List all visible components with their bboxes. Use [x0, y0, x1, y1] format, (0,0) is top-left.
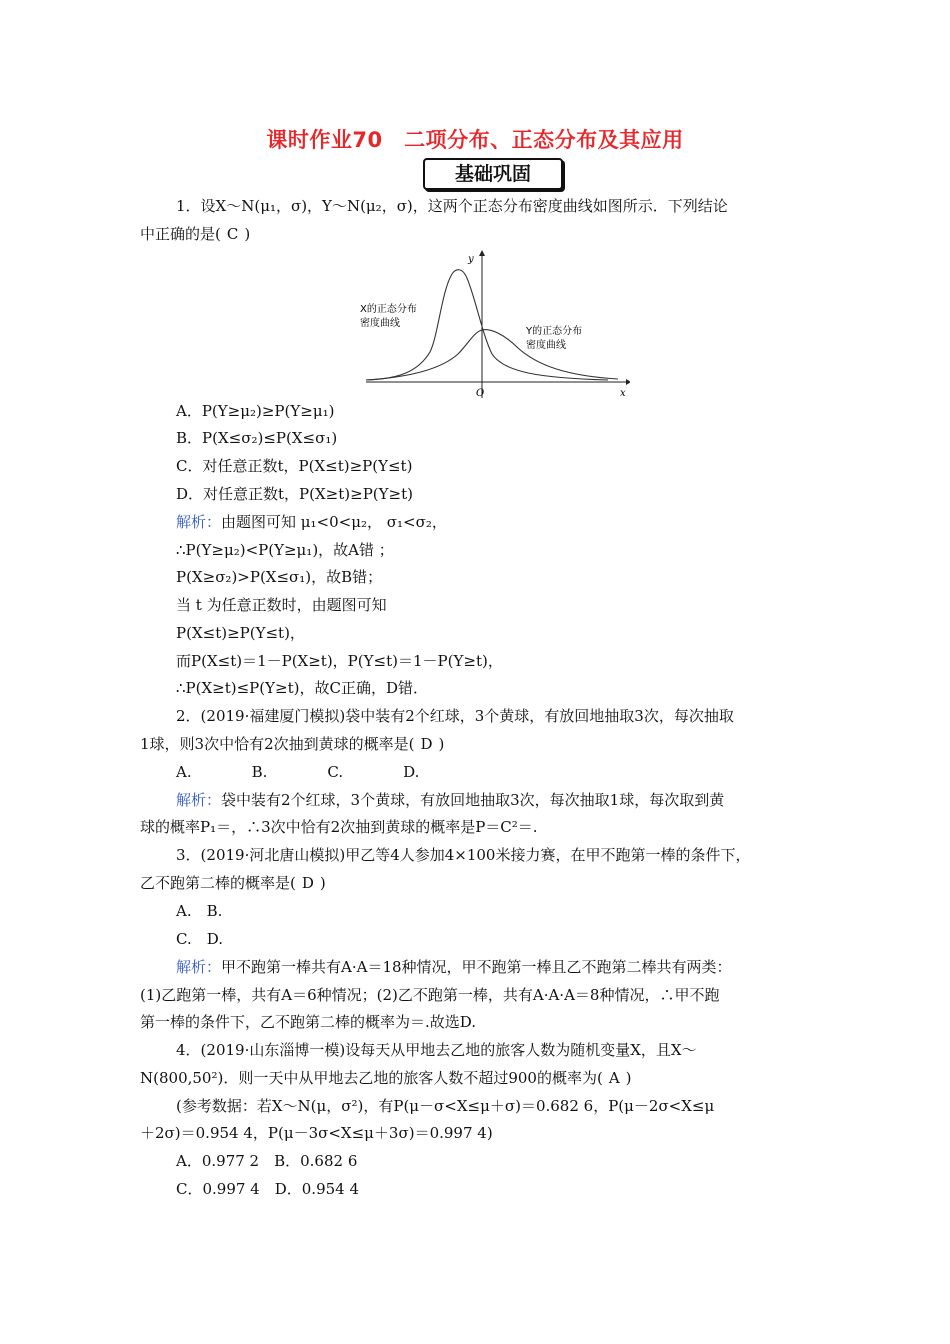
- q2-jiexi-label: 解析：: [176, 791, 222, 809]
- q1-stem-line-1: 1．设X～N(μ₁，σ)，Y～N(μ₂，σ)，这两个正态分布密度曲线如图所示．下列结论: [176, 197, 728, 215]
- q3-answer: D: [301, 874, 314, 892]
- q3-solution-line-2: (1)乙跑第一棒，共有A＝6种情况；(2)乙不跑第一棒，共有A·A·A＝8种情况，∴甲不跑: [140, 986, 720, 1004]
- q1-option-b: B．P(X≤σ₂)≤P(X≤σ₁): [176, 429, 338, 447]
- q4-reference-line-1: (参考数据：若X～N(μ，σ²)，有P(μ－σ<X≤μ＋σ)＝0.682 6，P(μ－2σ<X≤μ: [176, 1097, 715, 1115]
- y-axis-label: y: [468, 254, 474, 265]
- q1-solution-line-4: 当 t 为任意正数时，由题图可知: [176, 596, 387, 614]
- q1-stem-suffix: ): [244, 225, 251, 243]
- q1-option-d: D．对任意正数t，P(X≥t)≥P(Y≥t): [176, 485, 413, 503]
- x-curve-label-line-2: 密度曲线: [360, 318, 400, 329]
- y-axis-arrow: [479, 250, 485, 256]
- x-density-curve: [366, 270, 608, 380]
- q1-solution-line-5: P(X≤t)≥P(Y≤t)，: [176, 624, 305, 642]
- q1-solution-line-7: ∴P(X≥t)≤P(Y≥t)，故C正确，D错．: [176, 679, 428, 697]
- q1-solution-line-1: [176, 512, 447, 532]
- section-badge: 基础巩固: [423, 158, 563, 190]
- q1-stem-line-2: [140, 224, 250, 244]
- origin-label: O: [476, 388, 485, 399]
- q1-stem-prefix: 中正确的是(: [140, 225, 221, 243]
- q3-stem-line-2: [140, 873, 326, 893]
- q2-stem-line-2: [140, 734, 444, 754]
- q4-stem-suffix: ): [625, 1069, 632, 1087]
- q3-solution-text-1: 甲不跑第一棒共有A·A＝18种情况，甲不跑第一棒且乙不跑第二棒共有两类：: [221, 958, 732, 976]
- q3-options-line-2: C. D.: [176, 930, 223, 948]
- q1-jiexi-label: 解析：: [176, 513, 222, 531]
- x-axis-arrow: [626, 379, 630, 385]
- q4-reference-line-2: ＋2σ)＝0.954 4，P(μ－3σ<X≤μ＋3σ)＝0.997 4): [140, 1124, 493, 1142]
- q2-answer: D: [420, 735, 433, 753]
- y-curve-label-line-1: Y的正态分布: [526, 326, 583, 337]
- q2-options: A. B. C. D.: [176, 763, 420, 781]
- q2-solution-line-1: [176, 790, 724, 810]
- q4-options-line-2: C．0.997 4 D．0.954 4: [176, 1180, 360, 1198]
- q2-stem-line-1: 2．(2019·福建厦门模拟)袋中装有2个红球，3个黄球，有放回地抽取3次，每次抽取: [176, 707, 734, 725]
- q3-stem-line-1: 3．(2019·河北唐山模拟)甲乙等4人参加4×100米接力赛，在甲不跑第一棒的条件下，: [176, 846, 751, 864]
- q2-stem-suffix: ): [438, 735, 445, 753]
- q1-option-a: A．P(Y≥μ₂)≥P(Y≥μ₁): [176, 402, 335, 420]
- q3-solution-line-3: 第一棒的条件下，乙不跑第二棒的概率为＝.故选D.: [140, 1013, 477, 1031]
- q3-solution-line-1: [176, 957, 732, 977]
- q1-solution-line-6: 而P(X≤t)＝1－P(X≥t)，P(Y≤t)＝1－P(Y≥t)，: [176, 652, 503, 670]
- x-axis-label: x: [620, 388, 626, 399]
- q2-solution-line-2: 球的概率P₁＝，∴3次中恰有2次抽到黄球的概率是P＝C²＝.: [140, 818, 538, 836]
- q1-solution-text-1: 由题图可知 μ₁<0<μ₂， σ₁<σ₂，: [221, 513, 447, 531]
- y-curve-label-line-2: 密度曲线: [526, 340, 566, 351]
- q4-answer: A: [608, 1069, 620, 1087]
- q1-solution-line-2: ∴P(Y≥μ₂)<P(Y≥μ₁)，故A错 ；: [176, 541, 394, 559]
- q3-jiexi-label: 解析：: [176, 958, 222, 976]
- q4-stem-line-1: 4．(2019·山东淄博一模)设每天从甲地去乙地的旅客人数为随机变量X，且X～: [176, 1041, 697, 1059]
- q1-option-c: C．对任意正数t，P(X≤t)≥P(Y≤t): [176, 457, 413, 475]
- normal-distribution-figure: [358, 248, 630, 400]
- page-title: 课时作业70 二项分布、正态分布及其应用: [266, 128, 684, 152]
- q2-solution-text-1: 袋中装有2个红球，3个黄球，有放回地抽取3次，每次抽取1球，每次取到黄: [221, 791, 725, 809]
- q4-options-line-1: A．0.977 2 B．0.682 6: [176, 1152, 358, 1170]
- q3-stem-prefix: 乙不跑第二棒的概率是(: [140, 874, 296, 892]
- q4-stem-prefix: N(800,50²)．则一天中从甲地去乙地的旅客人数不超过900的概率为(: [140, 1069, 603, 1087]
- q1-answer: C: [226, 225, 239, 243]
- q1-solution-line-3: P(X≥σ₂)>P(X≤σ₁)，故B错；: [176, 568, 383, 586]
- x-curve-label-line-1: X的正态分布: [360, 304, 417, 315]
- q3-stem-suffix: ): [319, 874, 326, 892]
- q3-options-line-1: A. B.: [176, 902, 223, 920]
- q2-stem-prefix: 1球，则3次中恰有2次抽到黄球的概率是(: [140, 735, 415, 753]
- q4-stem-line-2: [140, 1068, 632, 1088]
